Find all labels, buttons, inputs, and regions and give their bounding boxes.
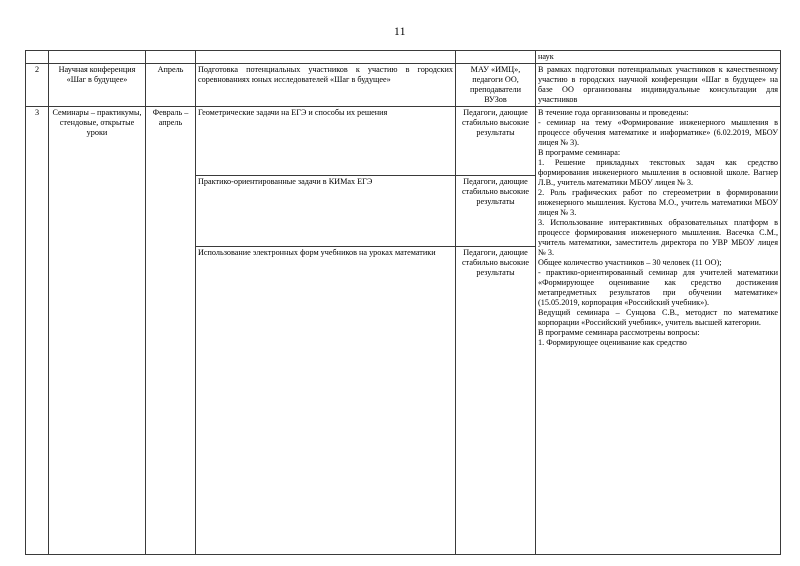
event-result-paragraph: 1. Формирующее оценивание как средство	[538, 338, 687, 347]
cell-continuation-name	[49, 51, 146, 64]
event-result	[536, 107, 781, 555]
event-result-paragraph: - практико-ориентированный семинар для учителей математики «Формирующее оценивание как средство достижения метапредметных результатов при обучении математике» (15.05.2019, корпорация «Российский учебник»).	[538, 268, 778, 307]
cell-continuation-content	[196, 51, 456, 64]
cell-continuation-responsible	[456, 51, 536, 64]
row-number: 3	[26, 107, 49, 555]
event-responsible: МАУ «ИМЦ», педагоги ОО, преподаватели ВУЗов	[456, 64, 536, 107]
event-result	[536, 64, 781, 107]
event-content-paragraph: Практико-ориентированные задачи в КИМах ЕГЭ	[198, 177, 373, 186]
plan-table-container	[25, 50, 780, 555]
event-content-paragraph: Использование электронных форм учебников на уроках математики	[198, 248, 436, 257]
event-result-paragraph: В рамках подготовки потенциальных участников к качественному участию в городских научной конференции «Шаг в будущее» на базе ОО организованы индивидуальные консультации для участников	[538, 65, 778, 104]
event-content	[196, 107, 456, 176]
event-content	[196, 64, 456, 107]
event-responsible: Педагоги, дающие стабильно высокие результаты	[456, 247, 536, 555]
event-result-paragraph: В течение года организованы и проведены:	[538, 108, 689, 117]
event-content-paragraph: Геометрические задачи на ЕГЭ и способы их решения	[198, 108, 388, 117]
event-result-paragraph: В программе семинара рассмотрены вопросы:	[538, 328, 700, 337]
event-responsible: Педагоги, дающие стабильно высокие результаты	[456, 176, 536, 247]
cell-continuation-result: наук	[536, 51, 781, 64]
event-result-paragraph: Ведущий семинара – Сунцова С.В., методист по математике корпорации «Российский учебник», учитель высшей категории.	[538, 308, 778, 327]
table-row-continuation	[26, 51, 781, 64]
cell-continuation-num	[26, 51, 49, 64]
page-number: 11	[393, 26, 407, 38]
event-result-paragraph: 3. Использование интерактивных образовательных платформ в процессе формирования инженерного мышления. Васечка С.М., учитель математики, заместитель директора по УВР МБОУ лицея № 3.	[538, 218, 778, 257]
event-result-paragraph: Общее количество участников – 30 человек (11 ОО);	[538, 258, 722, 267]
table-row	[26, 107, 781, 176]
event-date: Февраль – апрель	[146, 107, 196, 555]
event-content-paragraph: Подготовка потенциальных участников к участию в городских соревнованиях юных исследователей «Шаг в будущее»	[198, 65, 453, 84]
event-result-paragraph: 1. Решение прикладных текстовых задач как средство формирования инженерного мышления в основной школе. Вагнер Л.В., учитель математики МБОУ лицея № 3.	[538, 158, 778, 187]
event-name: Научная конференция «Шаг в будущее»	[49, 64, 146, 107]
event-result-paragraph: 2. Роль графических работ по стереометрии в формировании инженерного мышления. Кустова М.О., учитель математики МБОУ лицея № 3.	[538, 188, 778, 217]
event-content	[196, 247, 456, 555]
event-responsible: Педагоги, дающие стабильно высокие результаты	[456, 107, 536, 176]
event-result-paragraph: - семинар на тему «Формирование инженерного мышления в процессе обучения математике и информатике» (6.02.2019, МБОУ лицея № 3).	[538, 118, 778, 147]
event-name: Семинары – практикумы, стендовые, открытые уроки	[49, 107, 146, 555]
event-date: Апрель	[146, 64, 196, 107]
plan-table	[25, 50, 781, 555]
row-number: 2	[26, 64, 49, 107]
event-content	[196, 176, 456, 247]
cell-continuation-date	[146, 51, 196, 64]
table-row	[26, 64, 781, 107]
event-result-paragraph: В программе семинара:	[538, 148, 621, 157]
